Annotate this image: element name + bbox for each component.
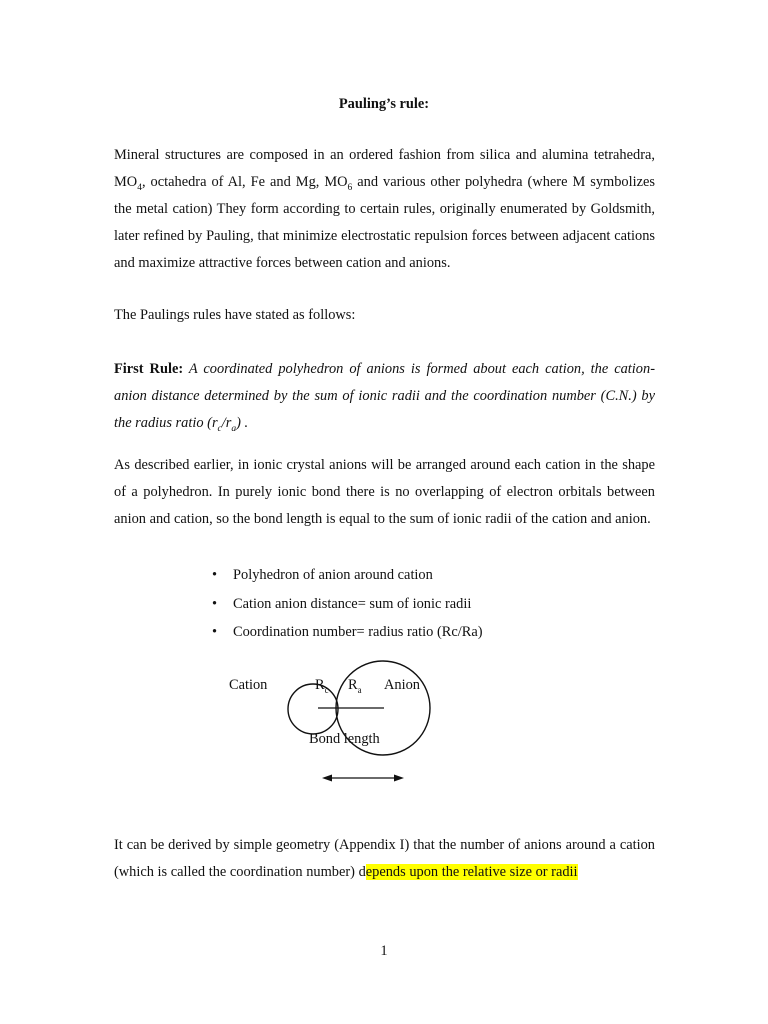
bullet-item	[212, 563, 483, 592]
intro-sub-6: 6	[347, 182, 353, 193]
first-rule-end: ) .	[236, 415, 249, 431]
ra-label	[348, 677, 362, 694]
first-rule-slash: /r	[221, 415, 232, 431]
intro-paragraph	[114, 142, 655, 277]
intro-sub-4: 4	[137, 182, 142, 193]
bullet-dot: •	[212, 624, 218, 640]
closing-paragraph	[114, 832, 655, 886]
bullet-item	[212, 620, 483, 649]
bullet-list	[212, 563, 483, 649]
intro-text-2: , octahedra of Al, Fe and Mg, MO	[141, 174, 348, 190]
arrow-left-head	[322, 775, 332, 782]
bullet-dot: •	[212, 567, 218, 583]
intro-text-3: and various other polyhedra (where M symbolizes the metal cation) They form according to certain rules, originally enumerated by Goldsmith, later refined by Pauling, that minimize electrostatic repulsion forces between adjacent cations and maximize attractive forces between cation and anions.	[114, 174, 655, 271]
first-rule-text: A coordinated polyhedron of anions is formed about each cation, the cation-anion distance determined by the sum of ionic radii and the coordination number (C.N.) by the radius ratio (r	[114, 361, 655, 431]
ra-letter: R	[348, 677, 358, 693]
bond-length-label: Bond length	[309, 731, 380, 747]
rc-sub: c	[324, 684, 329, 695]
closing-text: It can be derived by simple geometry (Appendix I) that the number of anions around a cation (which is called the coordination number) d	[114, 837, 655, 880]
cation-label: Cation	[229, 677, 268, 693]
bullet-item	[212, 592, 483, 621]
bullet-dot: •	[212, 595, 218, 612]
bullet-text: Cation anion distance= sum of ionic radii	[233, 595, 472, 612]
highlighted-text: epends upon the relative size or radii	[365, 864, 578, 880]
anion-label: Anion	[384, 677, 420, 693]
first-rule-sub-c: c	[217, 423, 222, 434]
page-number: 1	[380, 943, 388, 959]
intro-text-1: Mineral structures are composed in an ordered fashion from silica and alumina tetrahedra, MO	[114, 147, 655, 190]
first-rule-label: First Rule:	[114, 361, 184, 377]
rc-label	[315, 677, 329, 694]
page-title: Pauling’s rule:	[338, 96, 430, 112]
first-rule-paragraph	[114, 356, 655, 437]
bullet-text: Coordination number= radius ratio (Rc/Ra)	[233, 624, 483, 640]
description-paragraph: As described earlier, in ionic crystal anions will be arranged around each cation in the shape of a polyhedron. In purely ionic bond there is no overlapping of electron orbitals between anion and cation, so the bond length is equal to the sum of ionic radii of the cation and anion.	[114, 457, 655, 527]
bullet-text: Polyhedron of anion around cation	[233, 567, 433, 583]
cation-circle	[288, 684, 338, 734]
arrow-right-head	[394, 775, 404, 782]
ra-sub: a	[357, 684, 362, 695]
rc-letter: R	[315, 677, 325, 693]
rules-intro-line: The Paulings rules have stated as follows:	[114, 307, 356, 323]
first-rule-sub-a: a	[231, 423, 237, 434]
